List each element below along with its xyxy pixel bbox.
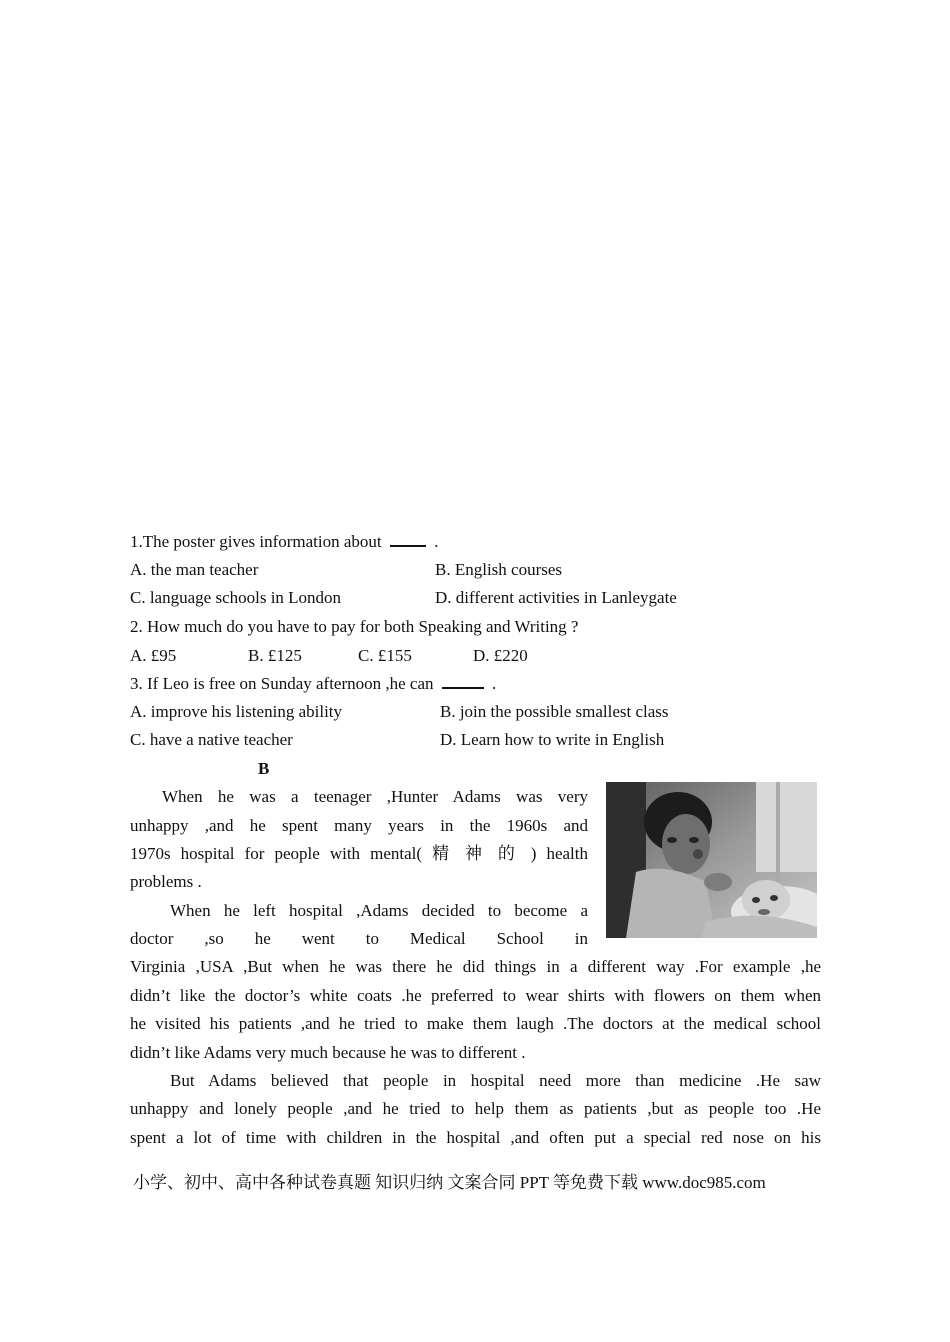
q2-option-d: D. £220	[473, 646, 528, 665]
q3-option-c: C. have a native teacher	[130, 730, 293, 749]
paragraph-line: spent a lot of time with children in the hospital ,and often put a special red nose on his	[130, 1128, 821, 1147]
section-heading: B	[258, 759, 270, 778]
paragraph-line: But Adams believed that people in hospital need more than medicine .He saw	[170, 1071, 821, 1090]
question-1-text: 1.The poster gives information about	[130, 532, 382, 551]
paragraph-line: unhappy ,and he spent many years in the 1960s and	[130, 816, 588, 835]
q2-option-b: B. £125	[248, 646, 302, 665]
paragraph-line: unhappy and lonely people ,and he tried to help them as patients ,but as people too .He	[130, 1099, 821, 1118]
question-3-stem	[130, 673, 496, 695]
answer-blank	[390, 531, 426, 547]
question-1-end: .	[434, 532, 439, 551]
paragraph-line: 1970s hospital for people with mental( 精 神 的 ) health	[130, 844, 588, 863]
q2-option-c: C. £155	[358, 646, 412, 665]
paragraph-line: Virginia ,USA ,But when he was there he did things in a different way .For example ,he	[130, 957, 821, 976]
paragraph-line: didn’t like Adams very much because he was to different .	[130, 1043, 526, 1062]
q1-option-c: C. language schools in London	[130, 588, 342, 607]
page-footer: 小学、初中、高中各种试卷真题 知识归纳 文案合同 PPT 等免费下载 www.doc985.com	[133, 1173, 766, 1192]
question-3-end: .	[492, 674, 497, 693]
answer-blank	[442, 673, 484, 689]
question-1-stem	[130, 531, 438, 553]
q2-option-a: A. £95	[130, 646, 177, 665]
paragraph-line: doctor ,so he went to Medical School in	[130, 929, 588, 948]
doctor-photo	[606, 782, 817, 938]
q1-option-b: B. English courses	[435, 560, 563, 579]
paragraph-line: When he left hospital ,Adams decided to become a	[170, 901, 588, 920]
q3-option-a: A. improve his listening ability	[130, 702, 343, 721]
q3-option-d: D. Learn how to write in English	[440, 730, 665, 749]
paragraph-line: he visited his patients ,and he tried to make them laugh .The doctors at the medical school	[130, 1014, 821, 1033]
question-3-text: 3. If Leo is free on Sunday afternoon ,he can	[130, 674, 434, 693]
paragraph-line: problems .	[130, 872, 202, 891]
q1-option-a: A. the man teacher	[130, 560, 259, 579]
q1-option-d: D. different activities in Lanleygate	[435, 588, 677, 607]
question-2-stem: 2. How much do you have to pay for both Speaking and Writing ?	[130, 617, 579, 636]
paragraph-line: When he was a teenager ,Hunter Adams was very	[162, 787, 588, 806]
paragraph-line: didn’t like the doctor’s white coats .he preferred to wear shirts with flowers on them when	[130, 986, 821, 1005]
q3-option-b: B. join the possible smallest class	[440, 702, 669, 721]
